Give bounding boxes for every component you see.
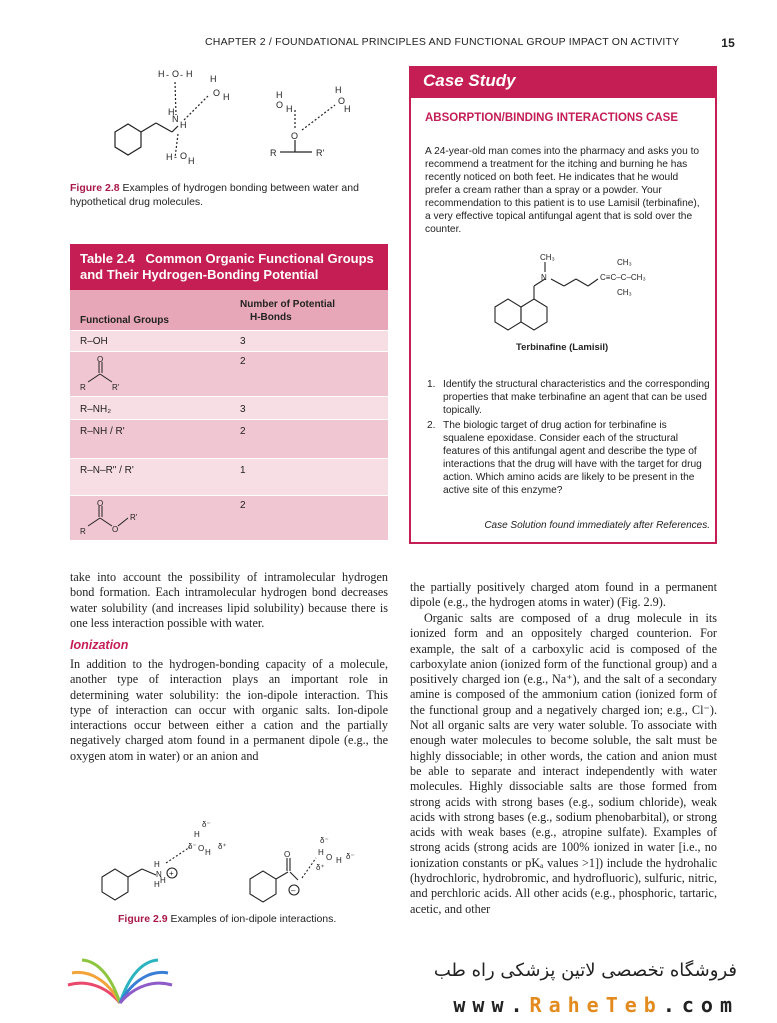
table-cell-group: R–NH / R'	[80, 426, 125, 437]
svg-text:H: H	[186, 69, 193, 79]
col-header-hbonds-line1: Number of Potential	[240, 299, 336, 310]
table-cell-hbonds: 3	[240, 404, 246, 415]
store-website[interactable]	[453, 993, 739, 1017]
right-para-2: Organic salts are composed of a drug molecule in its ionized form and an oppositely charged counterion. For example, the salt of a carboxylic acid is composed of the carboxylate anion (ionized form of the functional group) and a positively charged ion (e.g., Na⁺), and the salt of a secondary amine is composed of the ammonium cation (ionized form of the functional group and a negatively charged ion; e.g., Cl⁻). Not all organic salts are very water soluble. To associate with enough water molecules to become soluble, the salt must be highly dissociable; in other words, the cation and anion must be able to separate and interact independently with water molecules. Highly dissociable salts are those formed from strong acids with strong bases (e.g., sodium chloride), weak acids with strong bases (e.g., sodium phenobarbital), or strong acids with weak bases (e.g., atropine sulfate). Examples of strong acids (strong acids are 100% ionized in water [i.e., no ionization constants or pKₐ values >1]) include the hydrohalic (hydrochloric, hydrobromic, and hydrofluoric), sulfuric, nitric, and perchloric acids. All other acids (e.g., phosphoric, tartaric, acetic, and other	[410, 611, 717, 916]
question-number: 2.	[427, 420, 436, 431]
table-row	[70, 458, 388, 495]
table-cell-hbonds: 1	[240, 465, 246, 476]
list-item	[425, 419, 710, 497]
website-prefix: www.	[453, 993, 530, 1017]
col-header-functional-groups: Functional Groups	[80, 315, 169, 326]
table-cell-hbonds: 2	[240, 500, 246, 511]
case-study-banner	[409, 66, 717, 98]
table-row	[70, 419, 388, 458]
svg-text:H: H	[154, 880, 160, 889]
svg-text:δ⁺: δ⁺	[218, 842, 227, 851]
svg-text:O: O	[112, 525, 119, 534]
case-study-banner-label: Case Study	[423, 71, 516, 90]
svg-text:δ⁻: δ⁻	[188, 842, 197, 851]
ketone-structure	[78, 356, 138, 394]
svg-text:N: N	[156, 870, 162, 879]
svg-text:H: H	[276, 90, 283, 100]
left-para-2: In addition to the hydrogen-bonding capacity of a molecule, another type of interaction plays an important role in determining water solubility: the ion-dipole interaction. This type of interaction can occur with organic salts. Ion-dipole interactions occur between either a cation and the partially negatively charged atom found in a permanent dipole (e.g., the oxygen atom in water) or an anion and	[70, 657, 388, 763]
svg-text:δ⁻: δ⁻	[346, 852, 355, 861]
table-cell-hbonds: 3	[240, 336, 246, 347]
svg-text:H: H	[158, 69, 165, 79]
svg-text:O: O	[213, 88, 221, 98]
table-cell-hbonds: 2	[240, 356, 246, 367]
svg-text:-: -	[166, 70, 169, 80]
svg-text:H: H	[188, 156, 195, 166]
svg-text:δ⁻: δ⁻	[320, 836, 329, 845]
question-number: 1.	[427, 379, 436, 390]
svg-text:–: –	[291, 886, 296, 895]
chapter-title: CHAPTER 2 / FOUNDATIONAL PRINCIPLES AND FUNCTIONAL GROUP IMPACT ON ACTIVITY	[205, 36, 680, 48]
table-cell-hbonds: 2	[240, 426, 246, 437]
svg-text:O: O	[284, 850, 291, 859]
svg-text:H: H	[166, 152, 173, 162]
table-row	[70, 330, 388, 351]
svg-text:R: R	[80, 527, 86, 536]
svg-text:-: -	[180, 70, 183, 80]
store-name: فروشگاه تخصصی لاتین پزشکی راه طب	[433, 960, 737, 981]
table-title-bar	[70, 244, 388, 290]
figure-2-8-caption	[70, 181, 388, 209]
svg-text:O: O	[291, 131, 299, 141]
table-header-row	[70, 290, 388, 330]
table-label: Table 2.4	[80, 251, 135, 266]
table-cell-group: R–N–R" / R'	[80, 465, 134, 476]
svg-text:H: H	[336, 856, 342, 865]
svg-text:H: H	[194, 830, 200, 839]
running-header	[205, 36, 735, 48]
website-suffix: .com	[662, 993, 739, 1017]
list-item	[425, 378, 710, 417]
case-solution-note: Case Solution found immediately after References.	[484, 520, 710, 531]
question-text: Identify the structural characteristics and the corresponding properties that make terbinafine an agent that can be used topically.	[443, 379, 710, 416]
svg-text:H: H	[223, 92, 230, 102]
svg-text:CH₃: CH₃	[617, 258, 632, 267]
svg-text:O: O	[97, 499, 104, 508]
svg-text:O: O	[276, 100, 284, 110]
figure-2-8-label: Figure 2.8	[70, 182, 120, 194]
open-book-logo-icon	[60, 955, 180, 1010]
svg-text:δ⁺: δ⁺	[316, 863, 325, 872]
svg-text:R: R	[80, 383, 86, 392]
svg-text:H: H	[318, 848, 324, 857]
svg-text:O: O	[198, 844, 205, 853]
table-row	[70, 351, 388, 396]
svg-text:H: H	[335, 85, 342, 95]
svg-text:H: H	[168, 107, 175, 117]
right-para-1: the partially positively charged atom found in a permanent dipole (e.g., the hydrogen atoms in water) (Fig. 2.9).	[410, 580, 717, 610]
question-text: The biologic target of drug action for terbinafine is squalene epoxidase. Consider each of the structural features of this antifungal agent and describe the type of interactions that the drug will have with the target for drug action. Which amino acids are likely to be present in the active site of this enzyme?	[443, 420, 702, 496]
svg-text:H: H	[180, 120, 187, 130]
svg-text:H: H	[205, 848, 211, 857]
table-cell-group: R–OH	[80, 336, 108, 347]
svg-text:O: O	[97, 356, 104, 364]
svg-text:CH₃: CH₃	[617, 288, 632, 297]
figure-2-9-label: Figure 2.9	[118, 913, 168, 925]
svg-text:O: O	[172, 69, 180, 79]
table-2-4	[70, 244, 388, 542]
figure-2-9-caption	[118, 912, 336, 926]
terbinafine-label: Terbinafine (Lamisil)	[516, 342, 609, 353]
svg-text:O: O	[180, 151, 188, 161]
svg-text:R': R'	[130, 513, 138, 522]
svg-text:δ⁻: δ⁻	[202, 820, 211, 829]
svg-text:H: H	[344, 104, 351, 114]
table-title: Common Organic Functional Groups and Their Hydrogen-Bonding Potential	[80, 251, 374, 282]
section-heading-ionization: Ionization	[70, 638, 129, 652]
page-number: 15	[721, 36, 735, 50]
table-row	[70, 495, 388, 540]
terbinafine-structure	[470, 252, 700, 332]
svg-text:R': R'	[112, 383, 120, 392]
figure-2-8-structures	[80, 60, 380, 180]
website-brand: RaheTeb	[529, 993, 663, 1017]
svg-text:N: N	[541, 273, 547, 282]
svg-text:O: O	[326, 853, 333, 862]
col-header-hbonds-line2: H-Bonds	[250, 312, 292, 323]
case-study-questions	[425, 378, 710, 499]
svg-text:N: N	[172, 114, 179, 124]
svg-text:+: +	[169, 869, 174, 878]
table-cell-group: R–NH₂	[80, 404, 112, 415]
svg-text:H: H	[210, 74, 217, 84]
case-study-text: A 24-year-old man comes into the pharmacy and asks you to recommend a treatment for the itching and burning he has recently noticed on both feet. He indicates that he would prefer a cream rather than a spray or a powder. Your recommendation to this patient is to use Lamisil (terbinafine), a very effective topical antifungal agent that is sold over the counter.	[425, 146, 700, 235]
svg-text:C≡C–C–CH₃: C≡C–C–CH₃	[600, 273, 646, 282]
ester-structure	[78, 498, 148, 538]
table-row	[70, 396, 388, 419]
svg-text:R: R	[270, 148, 277, 158]
case-study-title: ABSORPTION/BINDING INTERACTIONS CASE	[425, 112, 679, 124]
left-para-1: take into account the possibility of intramolecular hydrogen bond formation. Each intramolecular hydrogen bond decreases water solubility (and increases lipid solubility) because there is one less interaction possible with water.	[70, 570, 388, 630]
figure-2-9-text: Examples of ion-dipole interactions.	[170, 913, 337, 925]
svg-text:H: H	[154, 860, 160, 869]
figure-2-9-structures	[90, 815, 390, 915]
figure-2-8-text: Examples of hydrogen bonding between water and hypothetical drug molecules.	[70, 182, 359, 208]
svg-text:H: H	[160, 876, 166, 885]
svg-text:H: H	[286, 104, 293, 114]
svg-text:CH₃: CH₃	[540, 253, 555, 262]
svg-text:-: -	[174, 152, 177, 162]
svg-text:R': R'	[316, 148, 325, 158]
svg-text:O: O	[338, 96, 346, 106]
